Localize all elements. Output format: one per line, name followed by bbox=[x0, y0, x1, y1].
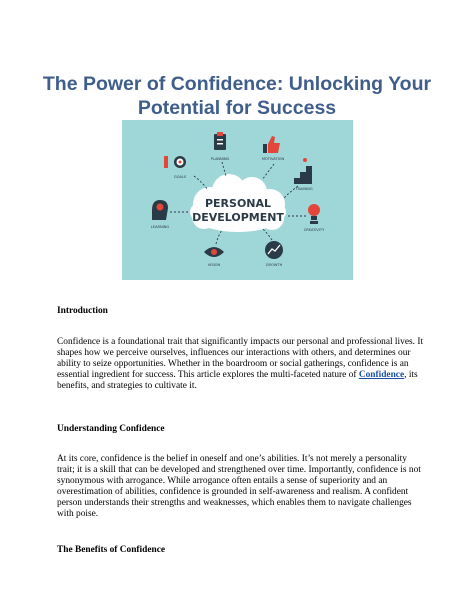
growth-label: GROWTH bbox=[265, 263, 283, 267]
personal-development-diagram bbox=[122, 120, 353, 280]
planning-label: PLANNING bbox=[210, 157, 230, 161]
target-icon bbox=[164, 156, 186, 168]
introduction-text-end: , its benefits, and strategies to cultivate it. bbox=[57, 370, 418, 392]
clipboard-icon bbox=[214, 132, 226, 150]
introduction-text: Confidence is a foundational trait that significantly impacts our personal and professional lives. It shapes how we perceive ourselves, influences our interactions with others, and determines our ability to seize opportunities. Whether in the boardroom or social gatherings, confidence is an essential ingredient for success. This article explores the multi-faceted nature of bbox=[57, 337, 424, 381]
thumbs-up-icon bbox=[263, 136, 280, 153]
growth-chart-icon bbox=[265, 241, 283, 259]
page-title bbox=[0, 72, 474, 120]
bulb-icon bbox=[308, 204, 320, 224]
personal-development-illustration bbox=[122, 120, 353, 280]
creativity-label: CREATIVITY bbox=[303, 228, 325, 232]
title-line-2: Potential for Success bbox=[137, 97, 337, 119]
eye-icon bbox=[204, 247, 224, 257]
center-label-line-1: PERSONAL bbox=[204, 197, 272, 210]
head-icon bbox=[152, 200, 168, 220]
motivation-label: MOTIVATION bbox=[261, 157, 285, 161]
training-label: TRAINING bbox=[295, 187, 313, 191]
stairs-icon bbox=[294, 158, 312, 184]
understanding-heading: Understanding Confidence bbox=[57, 424, 165, 434]
title-line-1: The Power of Confidence: Unlocking Your bbox=[42, 73, 432, 95]
introduction-heading: Introduction bbox=[57, 306, 108, 316]
understanding-paragraph: At its core, confidence is the belief in oneself and one’s abilities. It’s not merely a personality trait; it is a skill that can be developed and strengthened over time. Importantly, confidence is not synonymous with arrogance. While arrogance often entails a sense of superiority and an overestimation of abilities, confidence is grounded in self-awareness and realism. A confident person understands their strengths and weaknesses, which enables them to navigate challenges with poise. bbox=[57, 454, 421, 520]
center-label-line-2: DEVELOPMENT bbox=[192, 211, 284, 224]
confidence-link[interactable]: Confidence bbox=[358, 370, 405, 381]
learning-label: LEARNING bbox=[150, 225, 170, 229]
vision-label: VISION bbox=[207, 263, 221, 267]
introduction-paragraph bbox=[57, 337, 425, 392]
goals-label: GOALS bbox=[173, 175, 187, 179]
benefits-heading: The Benefits of Confidence bbox=[57, 545, 166, 555]
